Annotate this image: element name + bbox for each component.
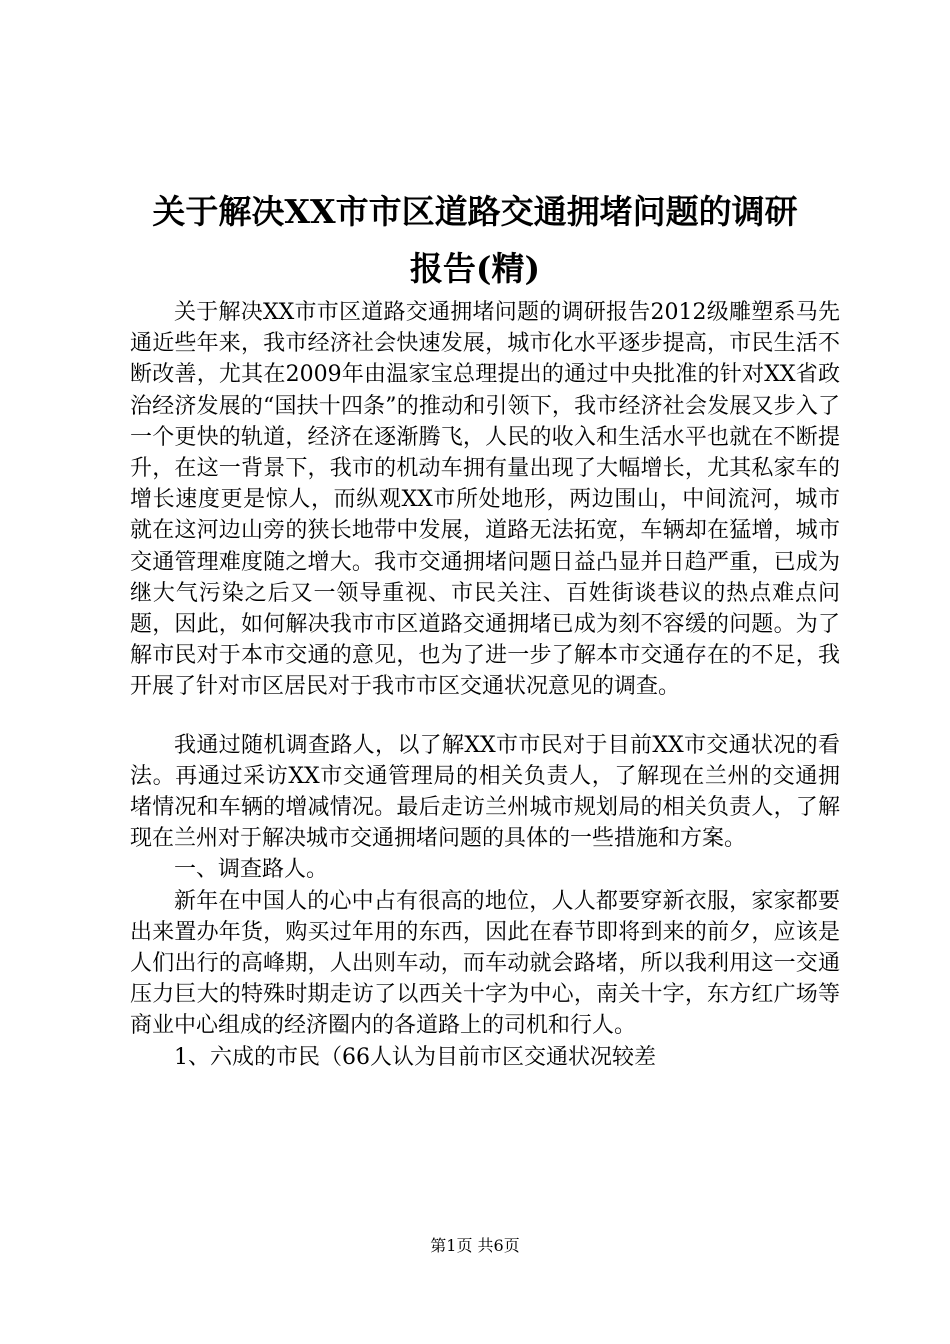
paragraph-survey: 新年在中国人的心中占有很高的地位，人人都要穿新衣服，家家都要出来置办年货，购买过年用的东西，因此在春节即将到来的前夕，应该是人们出行的高峰期，人出则车动，而车动就会路堵，所以我利用这一交通压力巨大的特殊时期走访了以西关十字为中心，南关十字，东方红广场等商业中心组成的经济圈内的各道路上的司机和行人。 (130, 888, 840, 1039)
paragraph-method: 我通过随机调查路人，以了解XX市市民对于目前XX市交通状况的看法。再通过采访XX市交通管理局的相关负责人，了解现在兰州的交通拥堵情况和车辆的增减情况。最后走访兰州城市规划局的相关负责人，了解现在兰州对于解决城市交通拥堵问题的具体的一些措施和方案。 (130, 732, 840, 852)
title-line-2: 报告(精) (409, 249, 541, 288)
page-footer: 第1页 共6页 (430, 1236, 520, 1255)
section-heading: 一、调查路人。 (174, 857, 329, 883)
title-line-1: 关于解决XX市市区道路交通拥堵问题的调研 (152, 192, 798, 231)
document-body (130, 297, 840, 1073)
paragraph-finding-1: 1、六成的市民（66人认为目前市区交通状况较差 (174, 1044, 656, 1070)
document-title (120, 183, 830, 297)
paragraph-intro: 关于解决XX市市区道路交通拥堵问题的调研报告2012级雕塑系马先通近些年来，我市经济社会快速发展，城市化水平逐步提高，市民生活不断改善，尤其在2009年由温家宝总理提出的通过中央批准的针对XX省政治经济发展的“国扶十四条”的推动和引领下，我市经济社会发展又步入了一个更快的轨道，经济在逐渐腾飞，人民的收入和生活水平也就在不断提升，在这一背景下，我市的机动车拥有量出现了大幅增长，尤其私家车的增长速度更是惊人，而纵观XX市所处地形，两边围山，中间流河，城市就在这河边山旁的狭长地带中发展，道路无法拓宽，车辆却在猛增，城市交通管理难度随之增大。我市交通拥堵问题日益凸显并日趋严重，已成为继大气污染之后又一领导重视、市民关注、百姓街谈巷议的热点难点问题，因此，如何解决我市市区道路交通拥堵已成为刻不容缓的问题。为了解市民对于本市交通的意见，也为了进一步了解本市交通存在的不足，我开展了针对市区居民对于我市市区交通状况意见的调查。 (130, 300, 840, 700)
